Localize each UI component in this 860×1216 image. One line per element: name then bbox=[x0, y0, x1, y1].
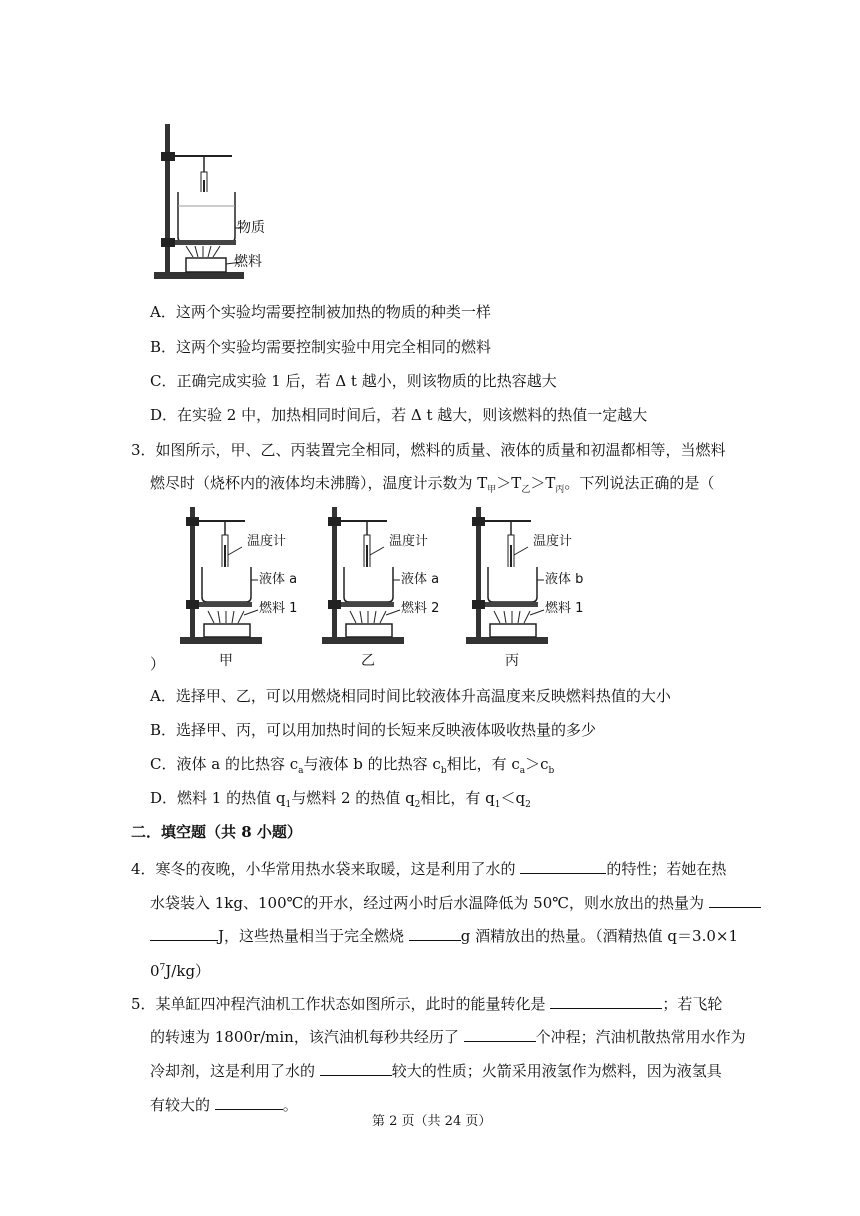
q4-line2: 水袋装入 1kg、100℃的开水，经过两小时后水温降低为 50℃，则水放出的热量为 bbox=[150, 891, 761, 913]
jia-fuel-label: 燃料 1 bbox=[259, 601, 298, 616]
q2-option-c: C．正确完成实验 1 后，若 Δ t 越小，则该物质的比热容越大 bbox=[150, 372, 557, 390]
q4-blank-3[interactable] bbox=[409, 924, 461, 941]
yi-liquid-label: 液体 a bbox=[401, 572, 440, 587]
bing-caption: 丙 bbox=[505, 653, 519, 669]
q4-line3: J，这些热量相当于完全燃烧 g 酒精放出的热量。（酒精热值 q＝3.0×1 bbox=[150, 924, 738, 946]
q4-blank-2b[interactable] bbox=[150, 924, 218, 941]
label-fuel: 燃料 bbox=[234, 254, 262, 270]
q4-line4: $0^7J/kg$） bbox=[150, 962, 211, 980]
bing-liquid-label: 液体 b bbox=[545, 572, 584, 587]
apparatus-jia bbox=[180, 507, 262, 644]
q5-line2: 的转速为 1800r/min，该汽油机每秒共经历了 个冲程；汽油机散热常用水作为 bbox=[150, 1025, 746, 1047]
section-heading: 二．填空题（共 8 小题） bbox=[131, 823, 302, 841]
q3-option-c: C．液体 a 的比热容 $c_a$与液体 b 的比热容 $c_b$相比，有 $c_a>c_b$ bbox=[150, 755, 555, 776]
yi-caption: 乙 bbox=[361, 653, 375, 669]
apparatus-bing bbox=[466, 507, 548, 644]
q5-line1: 5．某单缸四冲程汽油机工作状态如图所示，此时的能量转化是 ；若飞轮 bbox=[131, 992, 722, 1014]
q2-option-a: A．这两个实验均需要控制被加热的物质的种类一样 bbox=[150, 303, 491, 321]
q4-line1: 4．寒冬的夜晚，小华常用热水袋来取暖，这是利用了水的 的特性；若她在热 bbox=[131, 857, 726, 879]
q2-option-b: B．这两个实验均需要控制实验中用完全相同的燃料 bbox=[150, 338, 492, 356]
jia-liquid-label: 液体 a bbox=[259, 572, 298, 587]
q5-line4: 有较大的 。 bbox=[150, 1093, 298, 1115]
q3-option-d: D．燃料 1 的热值 $q_1$与燃料 2 的热值 $q_2$相比，有 $q_1<q_2$ bbox=[150, 789, 531, 810]
q4-blank-2a[interactable] bbox=[709, 891, 761, 908]
q3-option-a: A．选择甲、乙，可以用燃烧相同时间比较液体升高温度来反映燃料热值的大小 bbox=[150, 687, 671, 705]
yi-fuel-label: 燃料 2 bbox=[401, 601, 440, 616]
q3-option-b: B．选择甲、丙，可以用加热时间的长短来反映液体吸收热量的多少 bbox=[150, 721, 597, 739]
apparatus-figure-three bbox=[180, 505, 600, 675]
bing-thermo-label: 温度计 bbox=[533, 534, 573, 549]
q5-blank-2[interactable] bbox=[464, 1025, 536, 1042]
q3-stem-line2: 燃尽时（烧杯内的液体均未沸腾），温度计示数为 $T_甲>T_乙>T_丙$。下列说法正确的是（ bbox=[150, 474, 715, 495]
q5-blank-3[interactable] bbox=[320, 1059, 392, 1076]
q5-blank-4[interactable] bbox=[215, 1093, 283, 1110]
q3-close-paren: ） bbox=[150, 655, 166, 673]
bing-fuel-label: 燃料 1 bbox=[545, 601, 584, 616]
q5-line3: 冷却剂，这是利用了水的 较大的性质；火箭采用液氢作为燃料，因为液氢具 bbox=[150, 1059, 722, 1081]
label-substance: 物质 bbox=[237, 220, 265, 236]
yi-thermo-label: 温度计 bbox=[389, 534, 429, 549]
q4-blank-1[interactable] bbox=[520, 857, 606, 874]
q5-blank-1[interactable] bbox=[550, 992, 662, 1009]
apparatus-yi bbox=[322, 507, 404, 644]
q3-stem-line1: 3．如图所示，甲、乙、丙装置完全相同，燃料的质量、液体的质量和初温都相等，当燃料 bbox=[131, 441, 726, 459]
page-footer: 第 2 页（共 24 页） bbox=[372, 1114, 492, 1129]
q2-option-d: D．在实验 2 中，加热相同时间后，若 Δ t 越大，则该燃料的热值一定越大 bbox=[150, 406, 648, 424]
jia-thermo-label: 温度计 bbox=[247, 534, 287, 549]
jia-caption: 甲 bbox=[219, 653, 233, 669]
